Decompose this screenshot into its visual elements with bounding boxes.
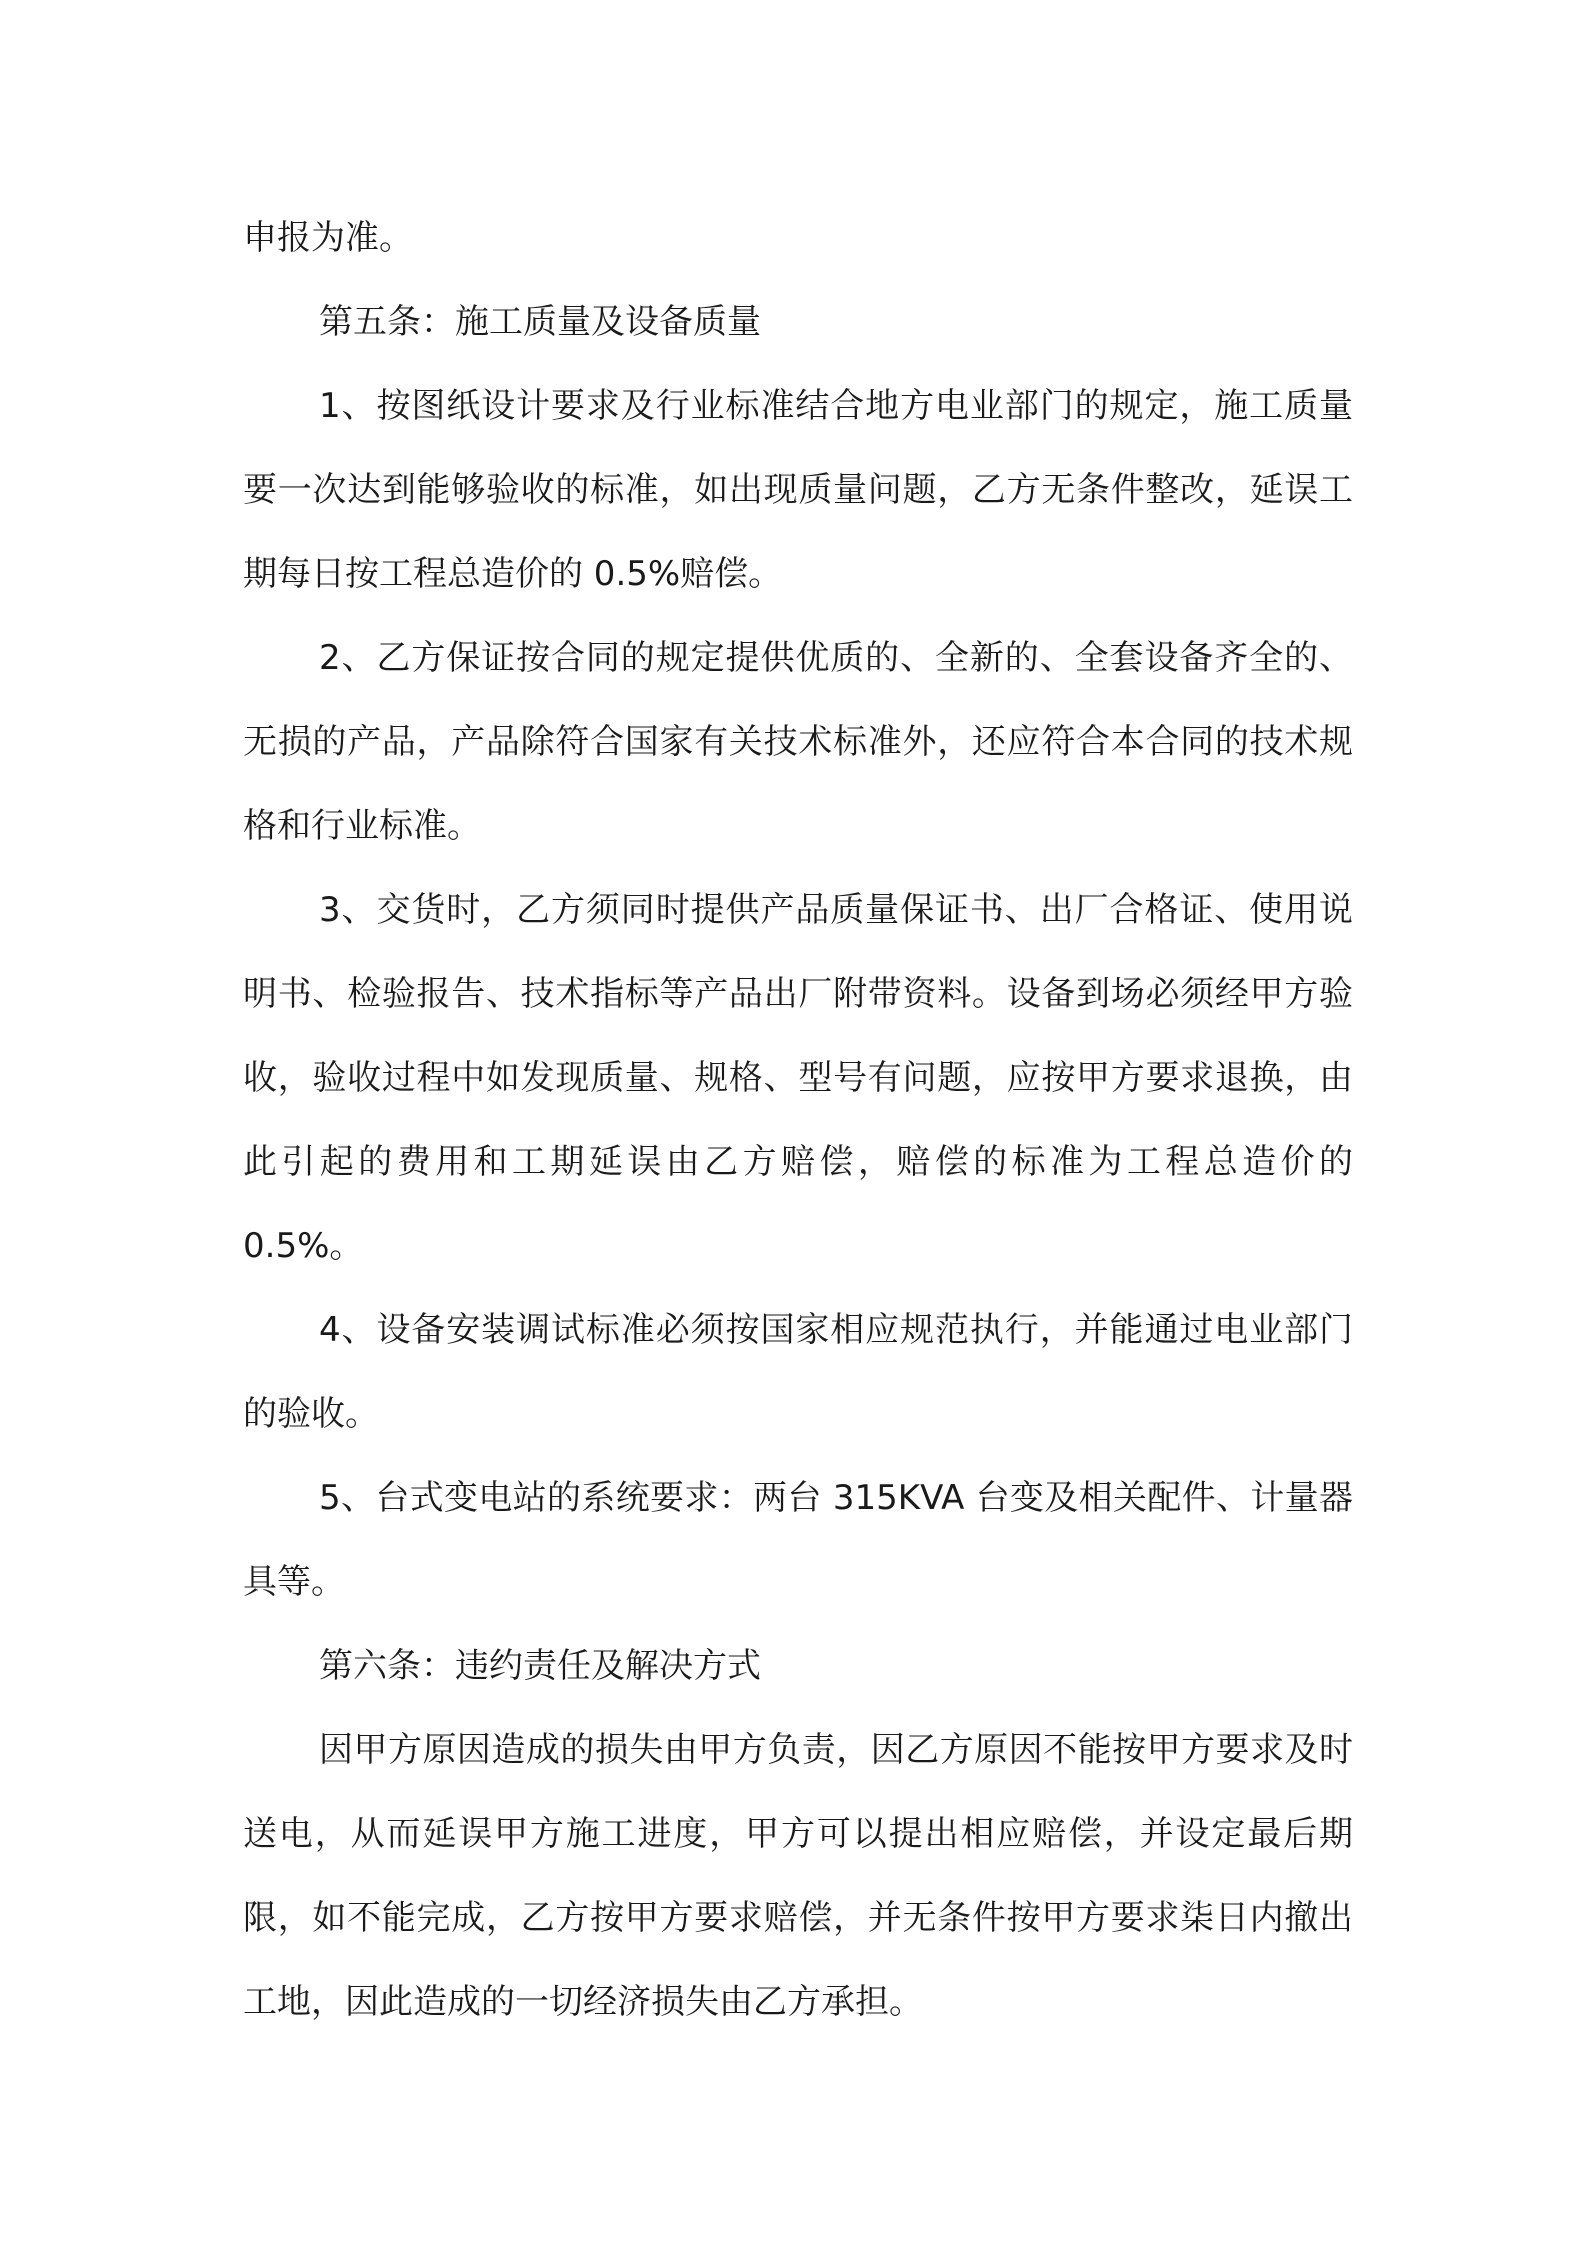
article-6-heading: 第六条：违约责任及解决方式 [319, 1646, 761, 1686]
paragraph-continuation: 申报为准。 [243, 218, 413, 258]
article-5-clause-5: 5、台式变电站的系统要求：两台 315KVA 台变及相关配件、计量器具等。 [243, 1478, 1353, 1602]
article-5-clause-3: 3、交货时，乙方须同时提供产品质量保证书、出厂合格证、使用说明书、检验报告、技术指标等产品出厂附带资料。设备到场必须经甲方验收，验收过程中如发现质量、规格、型号有问题，应按甲方要求退换，由此引起的费用和工期延误由乙方赔偿，赔偿的标准为工程总造价的 0.5%。 [243, 890, 1353, 1266]
article-5-heading: 第五条：施工质量及设备质量 [319, 302, 761, 342]
article-6-body: 因甲方原因造成的损失由甲方负责，因乙方原因不能按甲方要求及时送电，从而延误甲方施工进度，甲方可以提出相应赔偿，并设定最后期限，如不能完成，乙方按甲方要求赔偿，并无条件按甲方要求柒日内撤出工地，因此造成的一切经济损失由乙方承担。 [243, 1730, 1353, 2022]
article-5-clause-4: 4、设备安装调试标准必须按国家相应规范执行，并能通过电业部门的验收。 [243, 1310, 1353, 1434]
article-5-clause-1: 1、按图纸设计要求及行业标准结合地方电业部门的规定，施工质量要一次达到能够验收的标准，如出现质量问题，乙方无条件整改，延误工期每日按工程总造价的 0.5%赔偿。 [243, 386, 1353, 594]
document-body [243, 196, 1353, 2044]
article-5-clause-2: 2、乙方保证按合同的规定提供优质的、全新的、全套设备齐全的、无损的产品，产品除符合国家有关技术标准外，还应符合本合同的技术规格和行业标准。 [243, 638, 1353, 846]
